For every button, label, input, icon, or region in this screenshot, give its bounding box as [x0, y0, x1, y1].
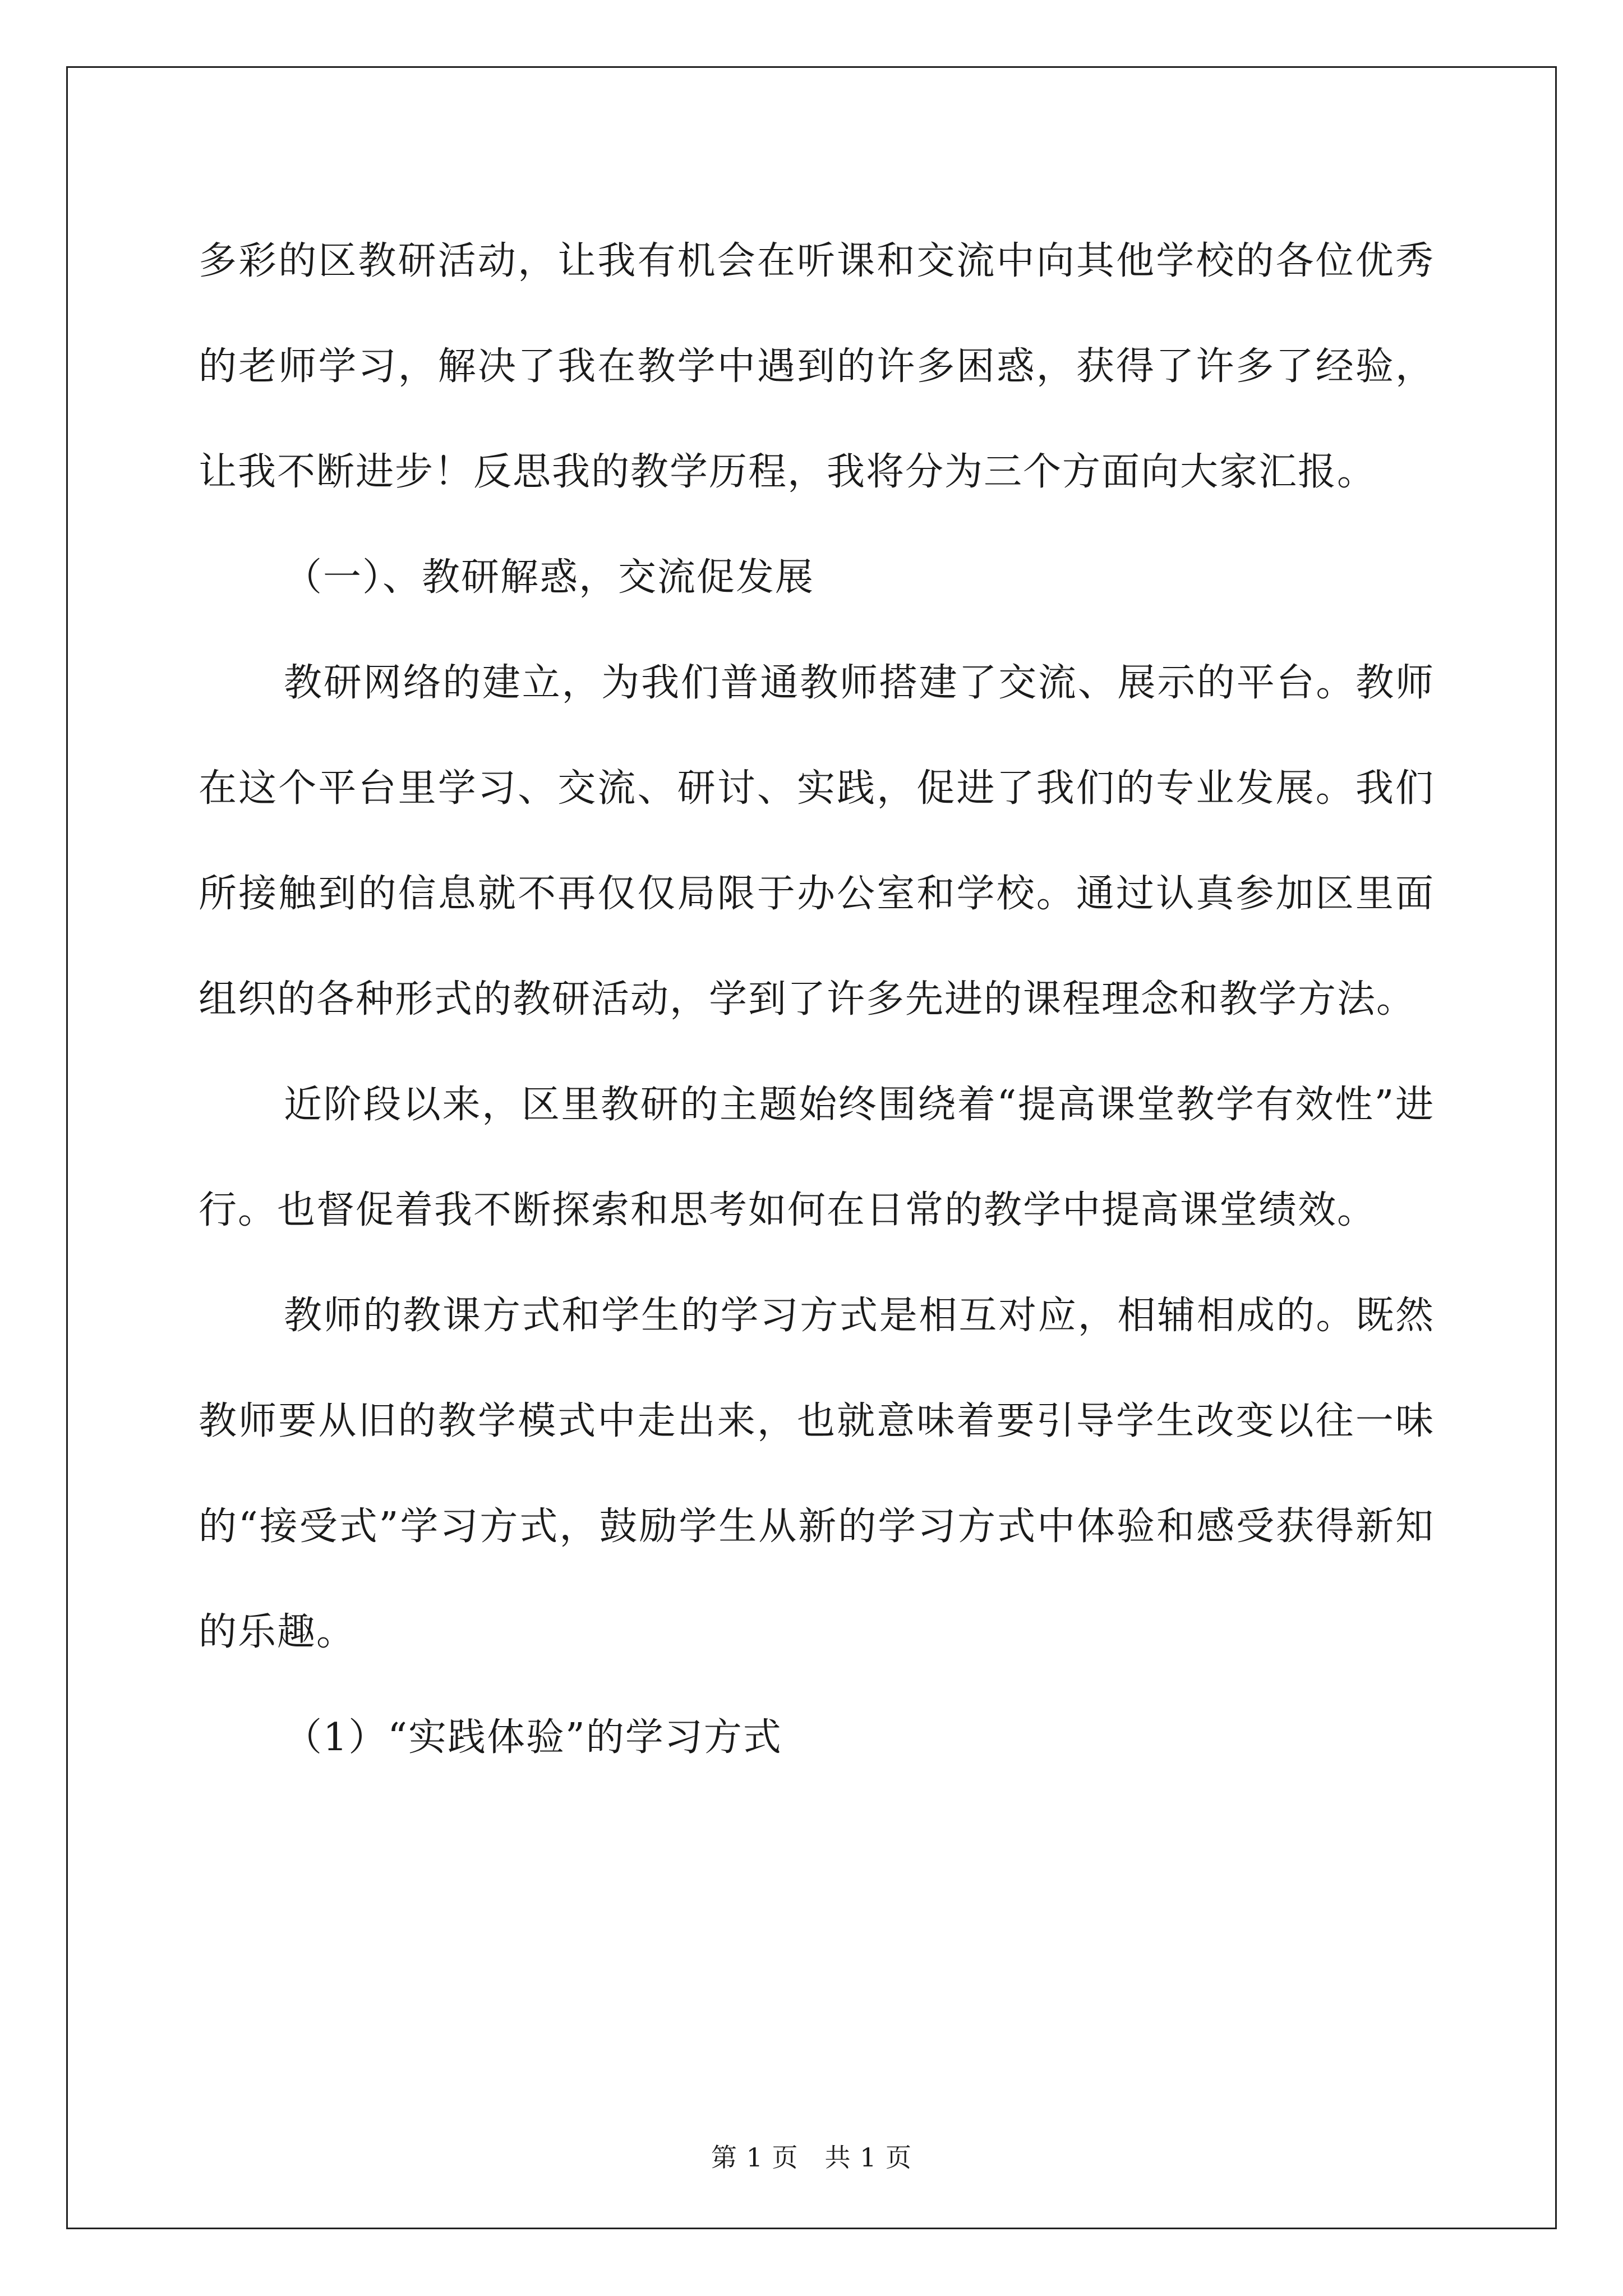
section-heading: （一）、教研解惑，交流促发展	[284, 555, 815, 600]
paragraph: 教师的教课方式和学生的学习方式是相互对应，相辅相成的。既然教师要从旧的教学模式中走出来，也就意味着要引导学生改变以往一味的“接受式”学习方式，鼓励学生从新的学习方式中体验和感受获得新知的乐趣。	[199, 1294, 1435, 1654]
paragraph: 教研网络的建立，为我们普通教师搭建了交流、展示的平台。教师在这个平台里学习、交流、研讨、实践，促进了我们的专业发展。我们所接触到的信息就不再仅仅局限于办公室和学校。通过认真参加区里面组织的各种形式的教研活动，学到了许多先进的课程理念和教学方法。	[199, 661, 1435, 1022]
page-number-footer: 第 1 页 共 1 页	[711, 2142, 912, 2173]
paragraph: 多彩的区教研活动，让我有机会在听课和交流中向其他学校的各位优秀的老师学习，解决了我在教学中遇到的许多困惑，获得了许多了经验，让我不断进步！反思我的教学历程，我将分为三个方面向大家汇报。	[199, 239, 1435, 494]
document-body	[199, 209, 1435, 1791]
paragraph: 近阶段以来，区里教研的主题始终围绕着“提高课堂教学有效性”进行。也督促着我不断探索和思考如何在日常的教学中提高课堂绩效。	[199, 1083, 1435, 1232]
subsection-heading: （1）“实践体验”的学习方式	[284, 1715, 782, 1760]
